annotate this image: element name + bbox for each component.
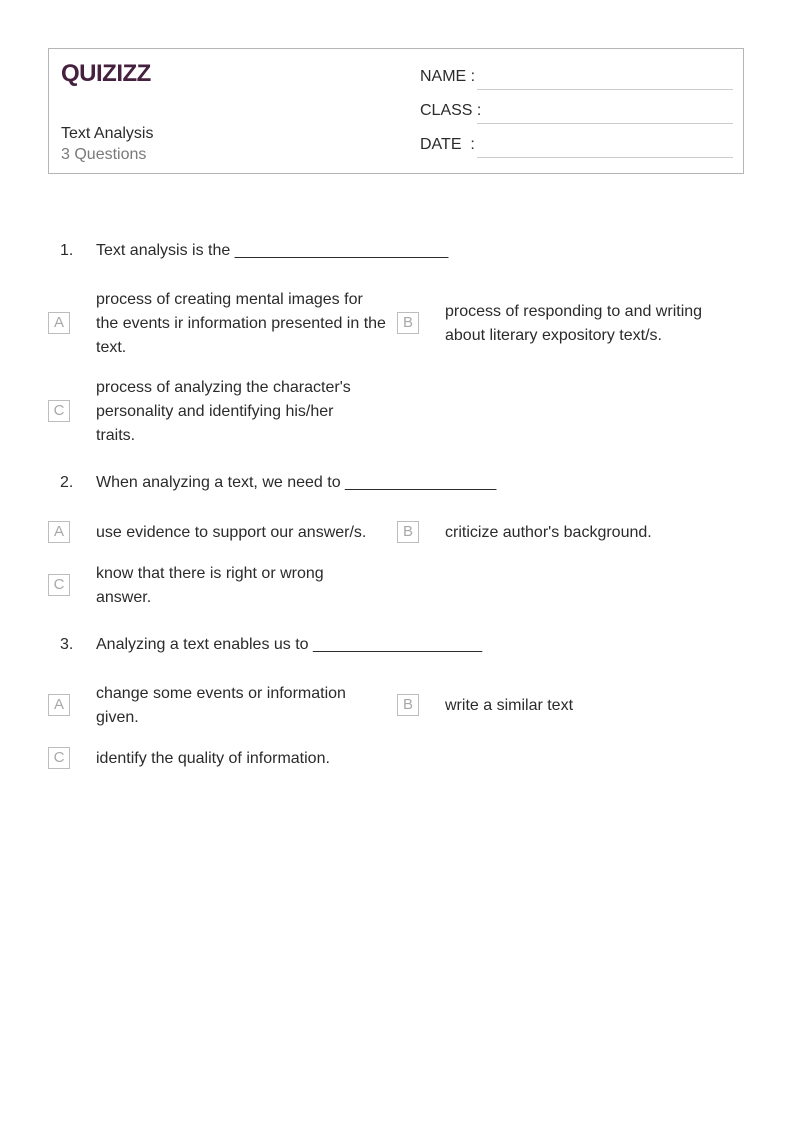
option-letter-box: C	[48, 574, 70, 596]
date-field	[420, 136, 734, 158]
option-letter-box: B	[397, 694, 419, 716]
question-number: 1.	[60, 242, 74, 259]
class-line[interactable]	[477, 123, 733, 124]
option-text: process of responding to and writing about literary expository text/s.	[445, 303, 703, 344]
name-label: NAME :	[420, 68, 476, 85]
class-field	[420, 102, 734, 124]
brand-text: QUIZIZZ	[61, 60, 151, 87]
option-text: write a similar text	[445, 697, 574, 714]
name-field	[420, 68, 734, 90]
question-text: When analyzing a text, we need to _________________	[96, 474, 497, 491]
option-letter-box: C	[48, 400, 70, 422]
option-letter-box: A	[48, 694, 70, 716]
option-text: process of analyzing the character's personality and identifying his/her traits.	[96, 379, 351, 444]
option-letter-box: B	[397, 312, 419, 334]
question-number: 3.	[60, 636, 74, 653]
option-text: criticize author's background.	[445, 524, 652, 541]
quizizz-logo	[61, 59, 153, 87]
worksheet-title: Text Analysis	[61, 125, 154, 142]
option-text: change some events or information given.	[96, 685, 346, 726]
option-letter-box: C	[48, 747, 70, 769]
worksheet-header	[48, 48, 744, 174]
option-text: identify the quality of information.	[96, 750, 330, 767]
option-letter-box: A	[48, 312, 70, 334]
date-line[interactable]	[477, 157, 733, 158]
question-number: 2.	[60, 474, 74, 491]
name-line[interactable]	[477, 89, 733, 90]
option-letter-box: B	[397, 521, 419, 543]
option-text: use evidence to support our answer/s.	[96, 524, 367, 541]
option-text: know that there is right or wrong answer.	[96, 565, 324, 606]
option-letter-box: A	[48, 521, 70, 543]
date-label: DATE :	[420, 136, 475, 153]
question-count: 3 Questions	[61, 146, 147, 163]
question-text: Analyzing a text enables us to ___________________	[96, 636, 483, 653]
question-text: Text analysis is the ________________________	[96, 242, 449, 259]
class-label: CLASS :	[420, 102, 482, 119]
option-text: process of creating mental images for the events ir information presented in the text.	[96, 291, 386, 356]
